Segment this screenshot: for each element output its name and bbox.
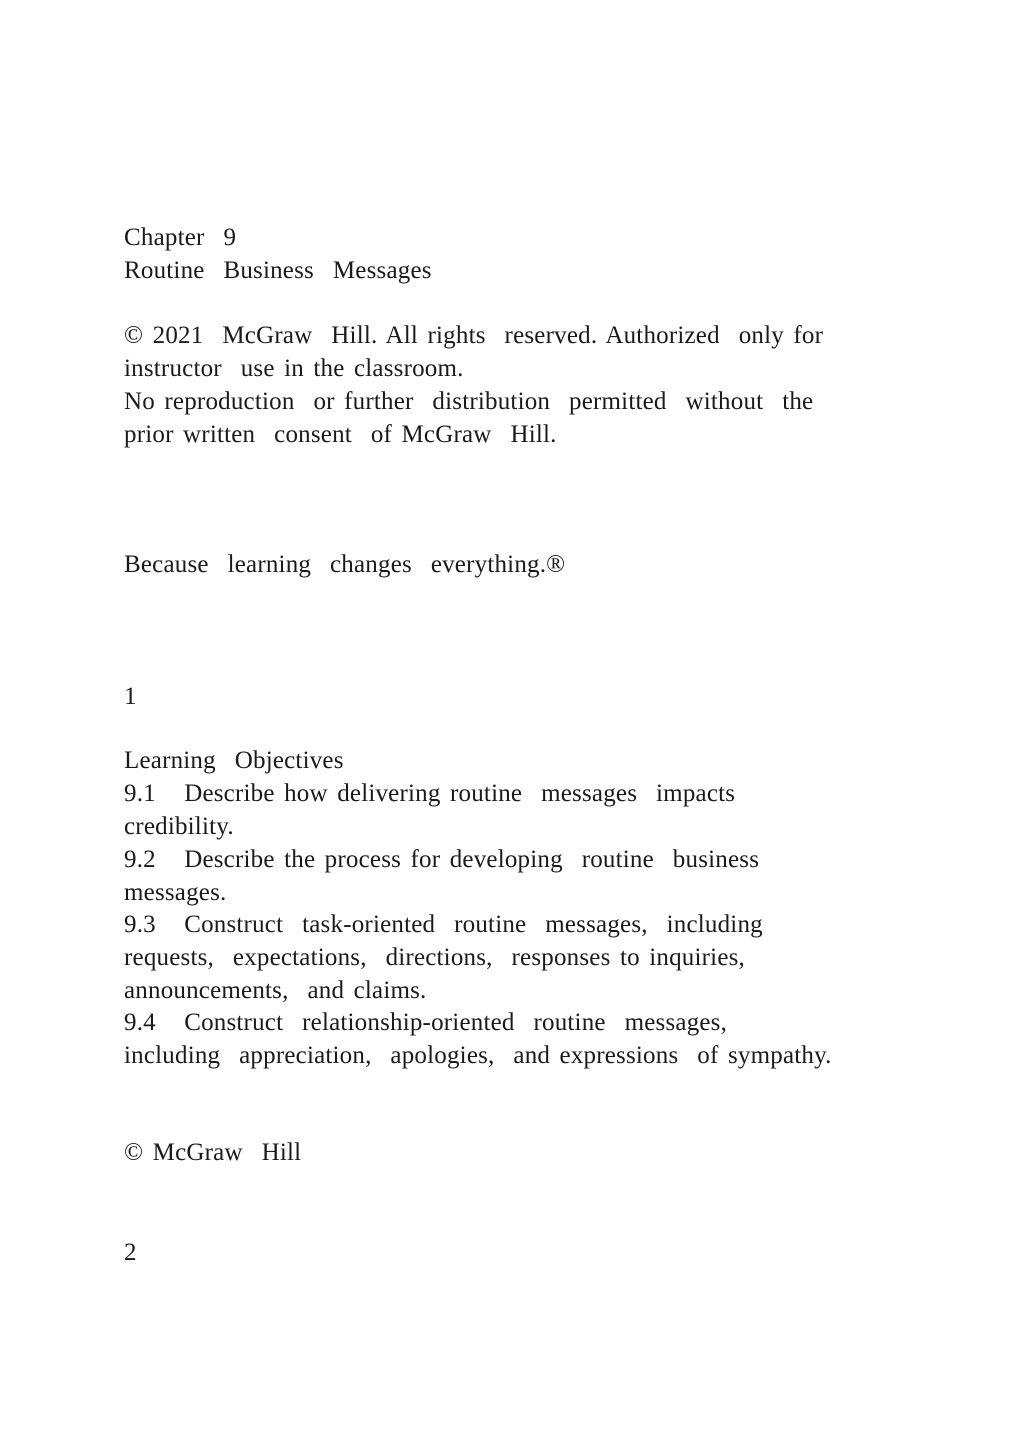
tagline: Because learning changes everything.®	[124, 551, 566, 578]
objective-line: credibility.	[124, 813, 234, 840]
chapter-label: Chapter 9	[124, 224, 237, 251]
footer-copyright: © McGraw Hill	[124, 1139, 302, 1166]
objective-line: announcements, and claims.	[124, 977, 427, 1004]
objective-line: messages.	[124, 879, 227, 906]
page-number-1: 1	[124, 683, 137, 710]
objective-line: including appreciation, apologies, and expressions of sympathy.	[124, 1042, 832, 1069]
page-number-2: 2	[124, 1239, 137, 1266]
objective-line: requests, expectations, directions, responses to inquiries,	[124, 944, 745, 971]
objectives-heading: Learning Objectives	[124, 747, 344, 774]
objective-line: 9.1 Describe how delivering routine messages impacts	[124, 780, 736, 807]
chapter-title: Routine Business Messages	[124, 257, 432, 284]
objective-line: 9.3 Construct task-oriented routine messages, including	[124, 911, 763, 938]
copyright-line-1: © 2021 McGraw Hill. All rights reserved. Authorized only for	[124, 322, 824, 349]
objective-line: 9.2 Describe the process for developing routine business	[124, 846, 760, 873]
copyright-line-3: No reproduction or further distribution permitted without the	[124, 388, 814, 415]
copyright-line-2: instructor use in the classroom.	[124, 355, 464, 382]
copyright-line-4: prior written consent of McGraw Hill.	[124, 421, 557, 448]
objective-line: 9.4 Construct relationship-oriented routine messages,	[124, 1009, 728, 1036]
